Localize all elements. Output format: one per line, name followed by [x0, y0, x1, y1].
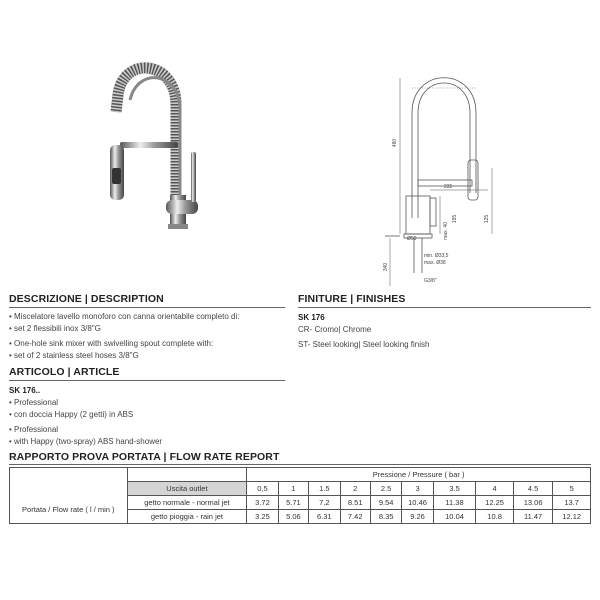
finishes-list: [298, 312, 429, 351]
article-line: • Professional: [9, 398, 59, 407]
value-cell: 11.47: [513, 510, 553, 524]
finishes-line: CR- Cromo| Chrome: [298, 325, 372, 334]
value-cell: 13.06: [513, 496, 553, 510]
flow-title: RAPPORTO PROVA PORTATA | FLOW RATE REPORT: [9, 451, 280, 463]
pressure-cell: 3.5: [433, 482, 476, 496]
table-corner-2: [127, 468, 247, 482]
dim-min: min. Ø33,5: [424, 253, 449, 259]
value-cell: 12.12: [553, 510, 591, 524]
row-name: getto normale - normal jet: [127, 496, 247, 510]
pressure-cell: 0,5: [247, 482, 278, 496]
faucet-photo: [88, 50, 218, 240]
description-line: • Miscelatore lavello monoforo con canna orientabile completo di:: [9, 312, 240, 321]
value-cell: 11.38: [433, 496, 476, 510]
table-corner: [10, 468, 128, 482]
row-name: getto pioggia - rain jet: [127, 510, 247, 524]
article-line: • con doccia Happy (2 getti) in ABS: [9, 410, 134, 419]
flow-rate-table: [9, 467, 591, 524]
article-title: ARTICOLO | ARTICLE: [9, 366, 120, 378]
finishes-title: FINITURE | FINISHES: [298, 293, 406, 305]
description-rule: [9, 307, 285, 308]
outlet-label: Uscita outlet: [127, 482, 247, 496]
dim-max: max. Ø38: [424, 260, 446, 266]
pressure-cell: 2: [340, 482, 370, 496]
pressure-cell: 5: [553, 482, 591, 496]
value-cell: 3.25: [247, 510, 278, 524]
article-rule: [9, 380, 285, 381]
value-cell: 13.7: [553, 496, 591, 510]
value-cell: 12.25: [476, 496, 514, 510]
dim-125: 125: [484, 214, 491, 224]
pressure-cell: 4: [476, 482, 514, 496]
value-cell: 10.8: [476, 510, 514, 524]
dim-340: 340: [383, 262, 390, 272]
value-cell: 5.06: [278, 510, 308, 524]
flow-rule: [9, 464, 591, 465]
finishes-rule: [298, 307, 591, 308]
value-cell: 7.42: [340, 510, 370, 524]
table-row: [10, 496, 591, 510]
dim-g38: G3/8": [424, 278, 437, 284]
description-list: [9, 311, 239, 362]
article-line: • with Happy (two-spray) ABS hand-shower: [9, 437, 163, 446]
pressure-cell: 3: [402, 482, 433, 496]
finishes-line: ST- Steel looking| Steel looking finish: [298, 340, 430, 349]
pressure-cell: 1.5: [309, 482, 340, 496]
pressure-cell: 4.5: [513, 482, 553, 496]
value-cell: 10.04: [433, 510, 476, 524]
dim-235: 235: [444, 184, 453, 190]
description-line: • One-hole sink mixer with swivelling spout complete with:: [9, 339, 214, 348]
dim-50: Ø50: [407, 236, 417, 242]
article-line: • Professional: [9, 425, 59, 434]
description-title: DESCRIZIONE | DESCRIPTION: [9, 293, 164, 305]
value-cell: 3.72: [247, 496, 278, 510]
table-blank: [10, 482, 128, 496]
description-line: • set 2 flessibili inox 3/8"G: [9, 324, 101, 333]
value-cell: 5.71: [278, 496, 308, 510]
pressure-cell: 2.5: [370, 482, 401, 496]
dim-480: 480: [392, 138, 399, 148]
finishes-code: SK 176: [298, 313, 325, 322]
description-line: • set of 2 stainless steel hoses 3/8"G: [9, 351, 139, 360]
value-cell: 9.54: [370, 496, 401, 510]
value-cell: 6.31: [309, 510, 340, 524]
value-cell: 9.26: [402, 510, 433, 524]
dim-195: 195: [452, 214, 459, 224]
value-cell: 10.46: [402, 496, 433, 510]
value-cell: 7.2: [309, 496, 340, 510]
value-cell: 8.35: [370, 510, 401, 524]
article-code: SK 176..: [9, 386, 41, 395]
value-cell: 8.51: [340, 496, 370, 510]
pressure-header: Pressione / Pressure ( bar ): [247, 468, 591, 482]
flow-row-label: Portata / Flow rate ( l / min ): [10, 496, 128, 524]
pressure-cell: 1: [278, 482, 308, 496]
article-list: [9, 385, 162, 448]
dim-max40: max. 40: [442, 222, 449, 240]
